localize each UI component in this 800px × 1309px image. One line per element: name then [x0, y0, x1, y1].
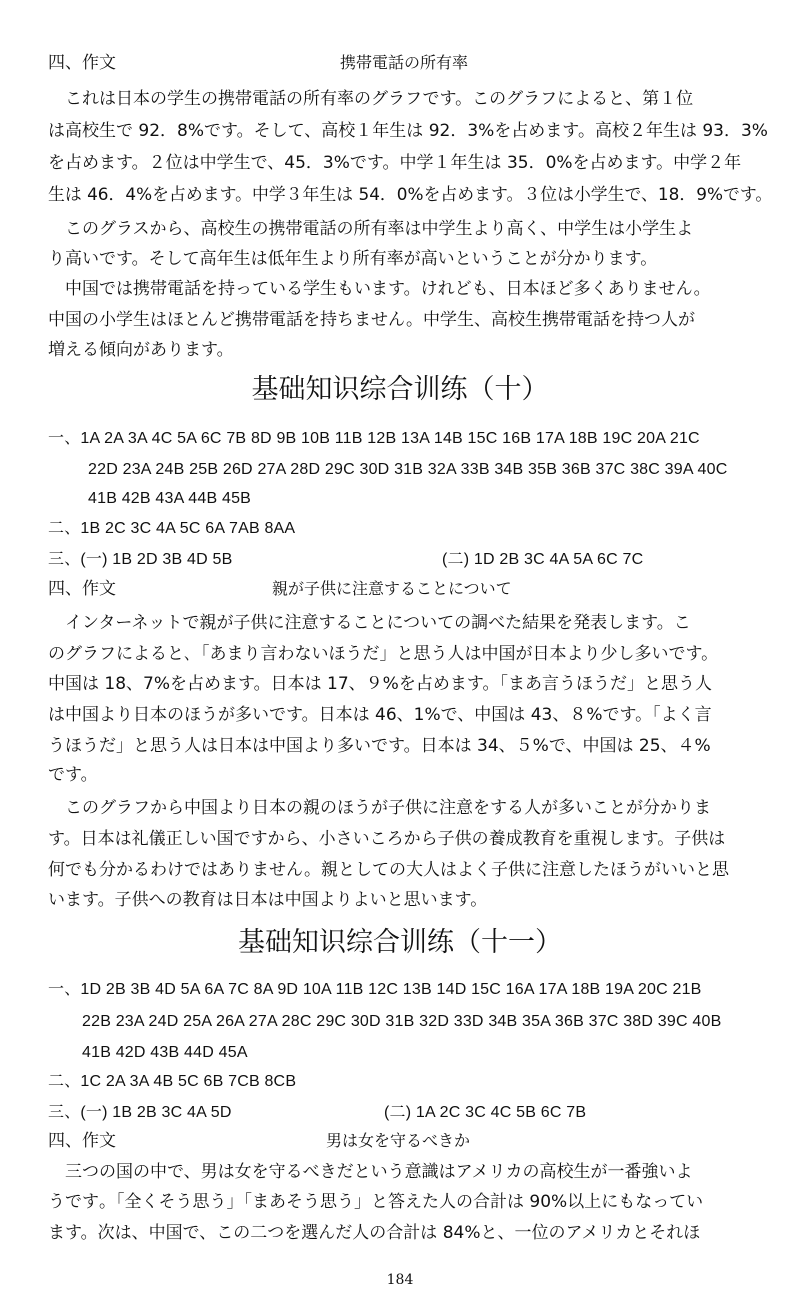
section1-line: 中国では携帯電話を持っている学生もいます。けれども、日本ほど多くありません。 [48, 279, 711, 299]
answers-part3-b: (二) 1D 2B 3C 4A 5A 6C 7C [442, 551, 644, 568]
section2-title: 親が子供に注意することについて [272, 579, 512, 598]
section-heading-10: 基础知识综合训练（十） [251, 374, 549, 405]
answers-part1-line: 一、1D 2B 3B 4D 5A 6A 7C 8A 9D 10A 11B 12C 13B 14D 15C 16A 17A 18B 19A 20C 21B [48, 981, 702, 998]
section3-title: 男は女を守るべきか [326, 1131, 471, 1150]
section1-line: り高いです。そして高年生は低年生より所有率が高いということが分かります。 [48, 249, 658, 269]
answers-part1-line: 41B 42B 43A 44B 45B [88, 490, 252, 507]
section3-line: ます。次は、中国で、この二つを選んだ人の合計は 84%と、一位のアメリカとそれほ [48, 1223, 701, 1243]
section2-line: います。子供への教育は日本は中国よりよいと思います。 [48, 890, 488, 910]
answers-part2: 二、1C 2A 3A 4B 5C 6B 7CB 8CB [48, 1073, 297, 1090]
section2-line: のグラフによると､「あまり言わないほうだ」と思う人は中国が日本より少し多いです。 [48, 644, 719, 664]
answers-part1-line: 22D 23A 24B 25B 26D 27A 28D 29C 30D 31B 32A 33B 34B 35B 36B 37C 38C 39A 40C [88, 461, 728, 478]
section-heading-11: 基础知识综合训练（十一） [238, 927, 562, 958]
section1-line: 生は 46．4%を占めます。中学３年生は 54．0%を占めます。３位は小学生で、18．9%です。 [48, 185, 773, 205]
section2-line: す。日本は礼儀正しい国ですから、小さいころから子供の養成教育を重視します。子供は [48, 829, 726, 849]
answers-part2: 二、1B 2C 3C 4A 5C 6A 7AB 8AA [48, 520, 296, 537]
section2-line: です。 [48, 765, 98, 785]
section1-line: このグラスから、高校生の携帯電話の所有率は中学生より高く、中学生は小学生よ [48, 219, 694, 239]
section1-title: 携帯電話の所有率 [340, 53, 469, 72]
page-number: 184 [386, 1272, 414, 1288]
section1-line: 中国の小学生はほとんど携帯電話を持ちません。中学生、高校生携帯電話を持つ人が [48, 310, 696, 330]
section3-line: うです｡「全くそう思う」「まあそう思う」と答えた人の合計は 90%以上にもなってい [48, 1192, 704, 1212]
section2-line: このグラフから中国より日本の親のほうが子供に注意をする人が多いことが分かりま [48, 798, 711, 818]
section1-line: を占めます。２位は中学生で、45．3%です。中学１年生は 35．0%を占めます。中学２年 [48, 153, 742, 173]
section3-line: 三つの国の中で、男は女を守るべきだという意識はアメリカの高校生が一番強いよ [48, 1162, 693, 1182]
answers-part3-b: (二) 1A 2C 3C 4C 5B 6C 7B [384, 1104, 587, 1121]
section2-line: 何でも分かるわけではありません。親としての大人はよく子供に注意したほうがいいと思 [48, 860, 730, 880]
answers-part3-a: 三、(一) 1B 2D 3B 4D 5B [48, 551, 233, 568]
section2-line: うほうだ」と思う人は日本は中国より多いです。日本は 34、５%で、中国は 25、４% [48, 736, 711, 756]
section2-line: 中国は 18、7%を占めます。日本は 17、９%を占めます。「まあ言うほうだ」と思う人 [48, 674, 712, 694]
section1-line: これは日本の学生の携帯電話の所有率のグラフです。このグラフによると、第１位 [48, 89, 694, 109]
answers-part3-a: 三、(一) 1B 2B 3C 4A 5D [48, 1104, 232, 1121]
section1-label: 四、作文 [48, 53, 116, 73]
section2-line: は中国より日本のほうが多いです。日本は 46、1%で、中国は 43、８%です。「よく言 [48, 705, 712, 725]
section2-line: インターネットで親が子供に注意することについての調べた結果を発表します。こ [48, 613, 691, 633]
section2-label: 四、作文 [48, 579, 116, 599]
answers-part1-line: 一、1A 2A 3A 4C 5A 6C 7B 8D 9B 10B 11B 12B 13A 14B 15C 16B 17A 18B 19C 20A 21C [48, 430, 700, 447]
section3-label: 四、作文 [48, 1131, 116, 1151]
section1-line: は高校生で 92．8%です。そして、高校１年生は 92．3%を占めます。高校２年生は 93．3% [48, 121, 768, 141]
answers-part1-line: 41B 42D 43B 44D 45A [82, 1044, 248, 1061]
answers-part1-line: 22B 23A 24D 25A 26A 27A 28C 29C 30D 31B 32D 33D 34B 35A 36B 37C 38D 39C 40B [82, 1013, 722, 1030]
section1-line: 増える傾向があります。 [48, 340, 234, 360]
